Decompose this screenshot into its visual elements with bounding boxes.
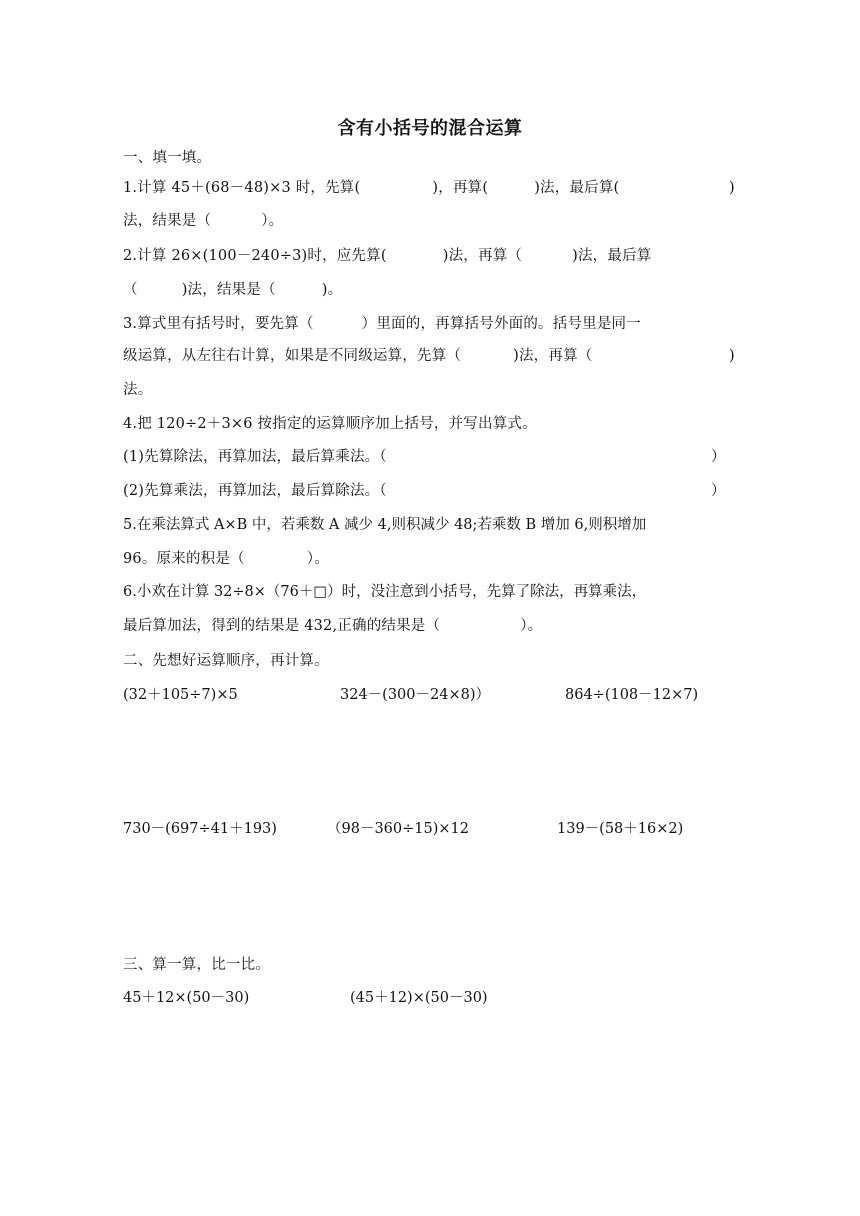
q6-text-a: 最后算加法，得到的结果是 432,正确的结果是（ <box>123 618 441 634</box>
q2-text-b: )法，再算（ <box>442 248 523 264</box>
q2-text-c: )法，最后算 <box>572 248 652 264</box>
compare-expression-1: 45＋12×(50－30) <box>123 990 250 1006</box>
question-2-line-2 <box>123 280 342 300</box>
calc-expression-3: 864÷(108－12×7) <box>565 687 699 703</box>
question-4-sub-1: (1)先算除法，再算加法，最后算乘法。（ <box>123 449 387 465</box>
calc-expression-4: 730－(697÷41＋193) <box>123 821 277 837</box>
question-1-line-2 <box>123 211 283 231</box>
page-title: 含有小括号的混合运算 <box>337 118 523 139</box>
q3-text-c: 级运算，从左往右计算，如果是不同级运算，先算（ <box>123 348 462 364</box>
question-2-line-1 <box>123 246 651 266</box>
q3-close-paren: ) <box>729 348 735 364</box>
q3-text-b: ）里面的，再算括号外面的。括号里是同一 <box>361 316 641 332</box>
q4-sub1-close-paren: ） <box>711 449 726 465</box>
q1-text-f: ）。 <box>261 213 284 229</box>
q1-text-b: )，再算( <box>432 180 489 196</box>
calc-expression-2: 324－(300－24×8)） <box>340 687 490 703</box>
q6-text-b: ）。 <box>520 618 543 634</box>
calc-expression-6: 139－(58＋16×2) <box>557 821 684 837</box>
question-6-line-1: 6.小欢在计算 32÷8×（76＋□）时，没注意到小括号，先算了除法，再算乘法， <box>123 584 647 600</box>
question-5-line-1: 5.在乘法算式 A×B 中，若乘数 A 减少 4,则积减少 48;若乘数 B 增加 6,则积增加 <box>123 517 647 533</box>
q1-close-paren: ) <box>729 180 735 196</box>
q3-text-a: 3.算式里有括号时，要先算（ <box>123 316 314 332</box>
q2-text-a: 2.计算 26×(100－240÷3)时，应先算( <box>123 248 387 264</box>
q4-sub2-close-paren: ） <box>711 483 726 499</box>
calc-expression-5: （98－360÷15)×12 <box>327 821 469 837</box>
q5-text-a: 96。原来的积是（ <box>123 551 245 567</box>
q2-text-e: )法，结果是（ <box>181 282 276 298</box>
section-heading-2: 二、先想好运算顺序，再计算。 <box>123 653 329 669</box>
q1-text-c: )法，最后算( <box>534 180 620 196</box>
question-4-sub-2: (2)先算乘法，再算加法，最后算除法。（ <box>123 483 387 499</box>
q1-text-e: 法，结果是（ <box>123 213 212 229</box>
compare-expression-2: (45＋12)×(50－30) <box>350 990 488 1006</box>
q1-text-a: 1.计算 45＋(68－48)×3 时，先算( <box>123 180 361 196</box>
question-5-line-2 <box>123 549 329 569</box>
section-heading-3: 三、算一算，比一比。 <box>123 957 270 973</box>
question-4-stem: 4.把 120÷2＋3×6 按指定的运算顺序加上括号，并写出算式。 <box>123 416 537 432</box>
q5-text-b: ）。 <box>306 551 329 567</box>
question-3-line-2 <box>123 346 592 366</box>
q2-text-d: （ <box>123 282 138 298</box>
question-6-line-2 <box>123 616 542 636</box>
q3-text-d: )法，再算（ <box>513 348 593 364</box>
section-heading-1: 一、填一填。 <box>123 150 212 166</box>
q2-text-f: )。 <box>321 282 343 298</box>
question-3-line-1 <box>123 314 641 334</box>
calc-expression-1: (32＋105÷7)×5 <box>123 687 238 703</box>
question-3-line-3: 法。 <box>123 382 153 398</box>
question-1-line-1 <box>123 178 619 198</box>
